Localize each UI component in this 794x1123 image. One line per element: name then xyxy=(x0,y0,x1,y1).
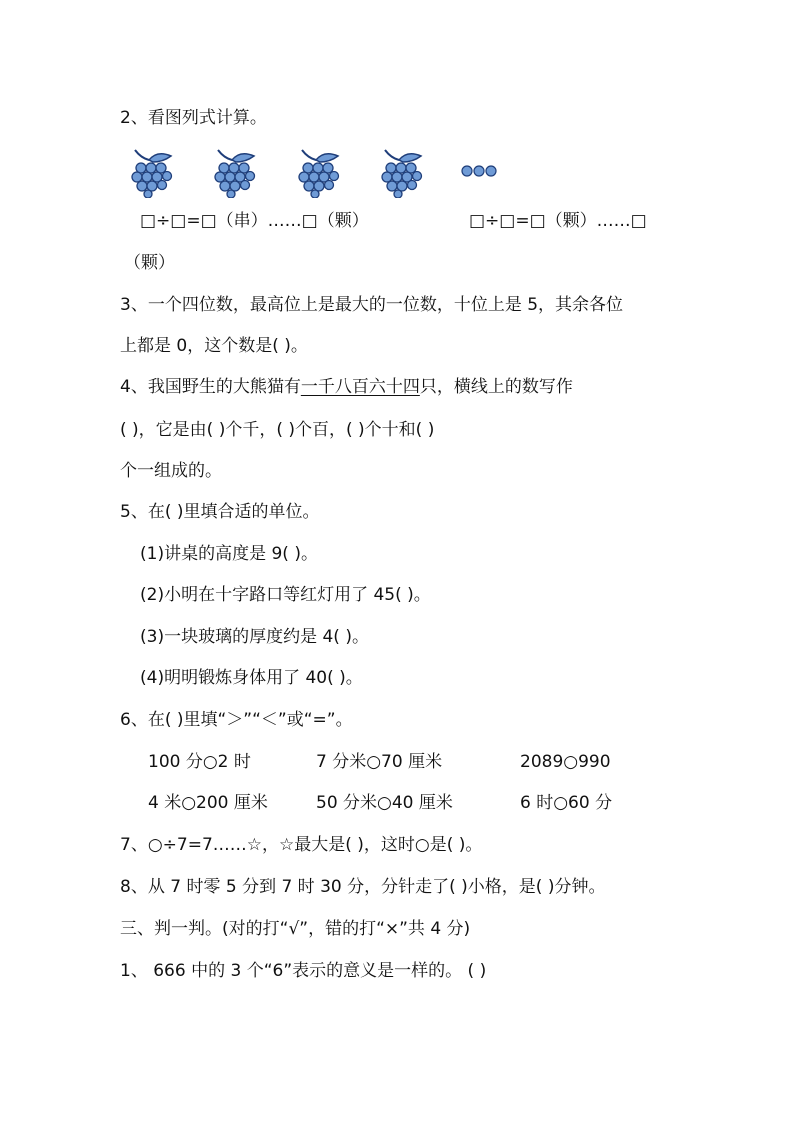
loose-grapes-icon xyxy=(461,164,497,178)
q4-line1 xyxy=(120,375,573,399)
section3-title: 三、判一判。(对的打“√”，错的打“×”共 4 分) xyxy=(120,919,471,939)
q4-line1-end: 只，横线上的数写作 xyxy=(419,377,573,397)
q2-equation-left: □÷□=□（串）……□（颗） xyxy=(140,211,369,231)
q2-equation-right-cont: （颗） xyxy=(124,253,175,273)
grape-icon xyxy=(377,146,427,198)
q3-line1: 3、一个四位数，最高位上是最大的一位数，十位上是 5，其余各位 xyxy=(120,295,624,315)
q5-item-4: (4)明明锻炼身体用了 40( )。 xyxy=(140,668,363,688)
q7-text: 7、○÷7=7……☆，☆最大是( )，这时○是( )。 xyxy=(120,835,483,855)
section3-item-1: 1、 666 中的 3 个“6”表示的意义是一样的。 ( ) xyxy=(120,961,487,981)
q6-row2-col3: 6 时○60 分 xyxy=(520,793,613,813)
q4-line1-start: 4、我国野生的大熊猫有 xyxy=(120,377,301,397)
q4-line3: 个一组成的。 xyxy=(120,461,222,481)
q6-row1-col2: 7 分米○70 厘米 xyxy=(316,752,443,772)
q2-equation-right: □÷□=□（颗）……□ xyxy=(469,211,647,231)
grape-icon xyxy=(210,146,260,198)
q6-title: 6、在( )里填“＞”“＜”或“=”。 xyxy=(120,710,353,730)
q5-item-1: (1)讲桌的高度是 9( )。 xyxy=(140,544,318,564)
q6-row1-col1: 100 分○2 时 xyxy=(148,752,251,772)
q5-item-2: (2)小明在十字路口等红灯用了 45( )。 xyxy=(140,585,431,605)
grape-icon xyxy=(127,146,177,198)
q5-item-3: (3)一块玻璃的厚度约是 4( )。 xyxy=(140,627,369,647)
q6-row2-col1: 4 米○200 厘米 xyxy=(148,793,268,813)
q8-text: 8、从 7 时零 5 分到 7 时 30 分，分针走了( )小格，是( )分钟。 xyxy=(120,877,606,897)
q4-underlined-number: 一千八百六十四 xyxy=(300,377,420,397)
q6-row1-col3: 2089○990 xyxy=(520,752,611,772)
q4-line2: ( )，它是由( )个千，( )个百，( )个十和( ) xyxy=(120,420,435,440)
q5-title: 5、在( )里填合适的单位。 xyxy=(120,502,320,522)
q6-row2-col2: 50 分米○40 厘米 xyxy=(316,793,453,813)
q3-line2: 上都是 0，这个数是( )。 xyxy=(120,336,308,356)
q2-title: 2、看图列式计算。 xyxy=(120,108,267,128)
grape-icon xyxy=(294,146,344,198)
